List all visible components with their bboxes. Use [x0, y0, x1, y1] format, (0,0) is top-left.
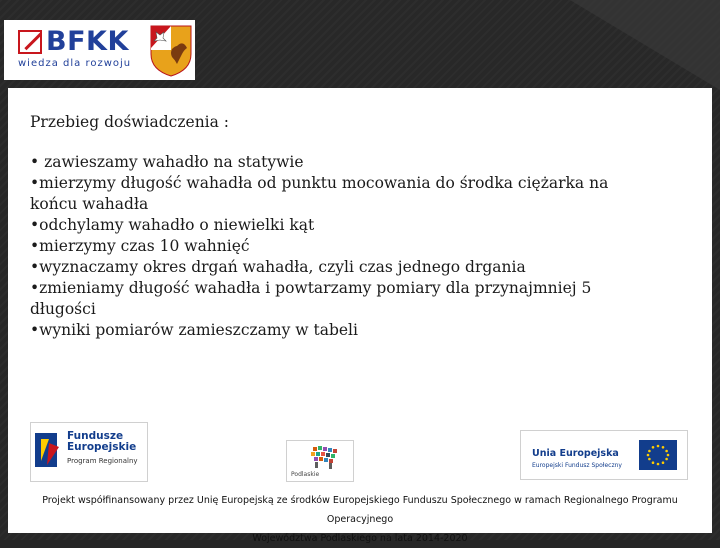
podlaskie-label: Podlaskie: [291, 471, 320, 478]
footer-line2: Województwa Podlaskiego na lata 2014-2020: [252, 533, 468, 544]
bfkk-logo-name: BFKK: [46, 26, 129, 57]
footer-disclaimer: [8, 490, 712, 544]
bullet-item: •wyniki pomiarów zamieszczamy w tabeli: [30, 321, 358, 339]
header: [0, 0, 720, 88]
bison-icon: [287, 441, 353, 471]
bfkk-logo: [4, 20, 147, 80]
coat-of-arms-icon: [147, 20, 195, 80]
funding-logos: [0, 420, 720, 484]
bfkk-logo-tagline: wiedza dla rozwoju: [18, 58, 132, 69]
bullet-item: •zmieniamy długość wahadła i powtarzamy pomiary dla przynajmniej 5 długości: [30, 279, 592, 318]
bullet-item: •odchylamy wahadło o niewielki kąt: [30, 216, 315, 234]
eu-subtitle: Europejski Fundusz Społeczny: [532, 462, 622, 469]
fe-title-line1: Fundusze: [67, 430, 124, 442]
slide-body: [30, 112, 630, 341]
bfkk-mark-icon: [18, 30, 42, 54]
footer-line1: Projekt współfinansowany przez Unię Europejską ze środków Europejskiego Funduszu Społecznego w ramach Regionalnego Programu Operacyjnego: [42, 495, 678, 525]
bullet-list: [30, 152, 630, 341]
eu-title: Unia Europejska: [532, 448, 619, 459]
fe-star-icon: [35, 433, 65, 469]
eu-logo: [520, 430, 688, 480]
bullet-item: • zawieszamy wahadło na statywie: [30, 153, 304, 171]
fundusze-europejskie-logo: [30, 422, 148, 482]
bullet-item: •wyznaczamy okres drgań wahadła, czyli czas jednego drgania: [30, 258, 526, 276]
fe-subtitle: Program Regionalny: [67, 457, 138, 465]
bullet-item: •mierzymy czas 10 wahnięć: [30, 237, 250, 255]
bullet-item: •mierzymy długość wahadła od punktu mocowania do środka ciężarka na końcu wahadła: [30, 174, 609, 213]
eu-stars-icon: [639, 440, 677, 470]
fe-title-line2: Europejskie: [67, 441, 137, 453]
coat-of-arms: [147, 20, 195, 80]
podlaskie-logo: [286, 440, 354, 482]
eu-flag-icon: [639, 440, 677, 470]
slide-heading: Przebieg doświadczenia :: [30, 113, 230, 131]
